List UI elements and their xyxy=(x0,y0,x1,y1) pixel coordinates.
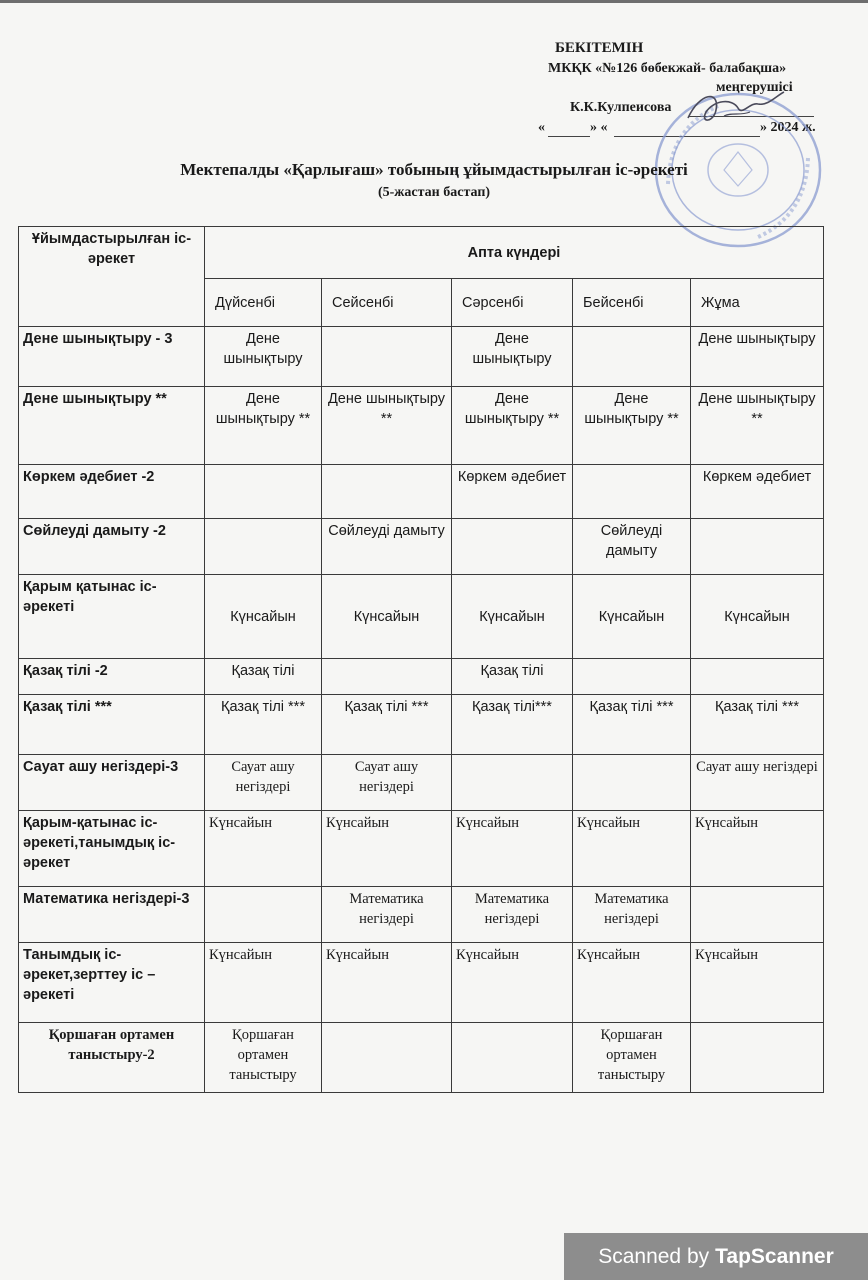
table-cell: Күнсайын xyxy=(573,575,691,659)
day-thursday: Бейсенбі xyxy=(573,279,691,327)
table-header-row xyxy=(19,227,824,279)
approval-date-close: » 2024 ж. xyxy=(760,120,816,135)
day-tuesday: Сейсенбі xyxy=(322,279,452,327)
day-monday: Дүйсенбі xyxy=(205,279,322,327)
table-cell xyxy=(322,659,452,695)
header-activity: Ұйымдастырылған іс-әрекет xyxy=(19,227,205,327)
activity-label: Дене шынықтыру ** xyxy=(19,387,205,465)
table-cell xyxy=(573,659,691,695)
table-cell: Дене шынықтыру xyxy=(691,327,824,387)
table-row xyxy=(19,943,824,1023)
table-cell xyxy=(691,519,824,575)
activity-label: Қарым-қатынас іс-әрекеті,танымдық іс-әрекет xyxy=(19,811,205,887)
table-cell: Сөйлеуді дамыту xyxy=(573,519,691,575)
document-title: Мектепалды «Қарлығаш» тобының ұйымдастырылған іс-әрекеті xyxy=(180,160,688,179)
table-cell: Қазақ тілі *** xyxy=(205,695,322,755)
table-cell: Күнсайын xyxy=(691,943,824,1023)
activity-label: Танымдық іс-әрекет,зерттеу іс –әрекеті xyxy=(19,943,205,1023)
activity-label: Қазақ тілі *** xyxy=(19,695,205,755)
activity-label: Қарым қатынас іс-әрекеті xyxy=(19,575,205,659)
activity-label: Дене шынықтыру - 3 xyxy=(19,327,205,387)
table-row xyxy=(19,695,824,755)
table-cell: Сауат ашу негіздері xyxy=(205,755,322,811)
table-cell: Математика негіздері xyxy=(573,887,691,943)
table-cell: Қазақ тілі xyxy=(205,659,322,695)
table-cell: Қоршаған ортамен таныстыру xyxy=(205,1023,322,1093)
page-top-edge xyxy=(0,0,868,3)
table-cell xyxy=(322,465,452,519)
table-row xyxy=(19,887,824,943)
watermark-brand: TapScanner xyxy=(715,1244,834,1268)
table-cell xyxy=(573,465,691,519)
table-cell: Күнсайын xyxy=(691,575,824,659)
table-row xyxy=(19,465,824,519)
table-cell xyxy=(452,519,573,575)
approval-name: К.К.Кулпеисова xyxy=(570,100,672,115)
table-cell: Күнсайын xyxy=(322,575,452,659)
table-cell: Математика негіздері xyxy=(322,887,452,943)
header-week-days: Апта күндері xyxy=(205,227,824,279)
table-cell: Күнсайын xyxy=(205,811,322,887)
table-row xyxy=(19,1023,824,1093)
table-cell: Күнсайын xyxy=(322,811,452,887)
table-cell: Күнсайын xyxy=(452,943,573,1023)
table-cell: Көркем әдебиет xyxy=(691,465,824,519)
table-row xyxy=(19,387,824,465)
table-cell: Қазақ тілі *** xyxy=(322,695,452,755)
table-cell: Күнсайын xyxy=(452,575,573,659)
table-cell: Дене шынықтыру ** xyxy=(322,387,452,465)
date-day-line xyxy=(548,136,590,137)
table-cell: Қазақ тілі*** xyxy=(452,695,573,755)
approval-position: меңгерушісі xyxy=(716,80,793,95)
table-cell: Көркем әдебиет xyxy=(452,465,573,519)
activity-label: Сауат ашу негіздері-3 xyxy=(19,755,205,811)
table-cell: Қоршаған ортамен таныстыру xyxy=(573,1023,691,1093)
table-cell xyxy=(322,1023,452,1093)
table-cell: Қазақ тілі *** xyxy=(691,695,824,755)
activity-label: Қоршаған ортамен таныстыру-2 xyxy=(19,1023,205,1093)
table-cell xyxy=(452,1023,573,1093)
table-cell: Сөйлеуді дамыту xyxy=(322,519,452,575)
document-subtitle: (5-жастан бастап) xyxy=(377,185,491,200)
table-cell: Қазақ тілі xyxy=(452,659,573,695)
table-cell: Қазақ тілі *** xyxy=(573,695,691,755)
watermark-prefix: Scanned by xyxy=(598,1244,710,1268)
table-cell: Дене шынықтыру xyxy=(452,327,573,387)
table-cell: Дене шынықтыру ** xyxy=(691,387,824,465)
table-cell xyxy=(691,887,824,943)
day-wednesday: Сәрсенбі xyxy=(452,279,573,327)
approval-org: МКҚК «№126 бөбекжай- балабақша» xyxy=(548,61,787,76)
table-row xyxy=(19,519,824,575)
table-cell xyxy=(573,327,691,387)
schedule-table xyxy=(18,226,824,1093)
table-cell: Күнсайын xyxy=(573,811,691,887)
signature-icon xyxy=(680,82,790,132)
table-row xyxy=(19,755,824,811)
activity-label: Сөйлеуді дамыту -2 xyxy=(19,519,205,575)
activity-label: Математика негіздері-3 xyxy=(19,887,205,943)
table-cell xyxy=(205,519,322,575)
table-cell xyxy=(205,887,322,943)
table-cell: Сауат ашу негіздері xyxy=(691,755,824,811)
table-cell xyxy=(691,1023,824,1093)
approval-date-open: « xyxy=(538,120,545,135)
table-row xyxy=(19,811,824,887)
table-cell: Күнсайын xyxy=(452,811,573,887)
table-cell xyxy=(573,755,691,811)
approval-heading: БЕКІТЕМІН xyxy=(555,40,644,56)
table-cell: Күнсайын xyxy=(205,575,322,659)
table-cell xyxy=(691,659,824,695)
activity-label: Қазақ тілі -2 xyxy=(19,659,205,695)
table-cell: Күнсайын xyxy=(691,811,824,887)
table-cell: Математика негіздері xyxy=(452,887,573,943)
table-cell: Дене шынықтыру xyxy=(205,327,322,387)
table-cell xyxy=(452,755,573,811)
activity-label: Көркем әдебиет -2 xyxy=(19,465,205,519)
table-row xyxy=(19,327,824,387)
table-cell: Күнсайын xyxy=(322,943,452,1023)
table-row xyxy=(19,659,824,695)
table-cell: Дене шынықтыру ** xyxy=(205,387,322,465)
approval-date-mid: » « xyxy=(590,120,608,135)
table-cell: Күнсайын xyxy=(573,943,691,1023)
scanner-watermark xyxy=(564,1233,868,1280)
table-cell: Дене шынықтыру ** xyxy=(573,387,691,465)
day-friday: Жұма xyxy=(691,279,824,327)
table-row xyxy=(19,575,824,659)
table-cell: Күнсайын xyxy=(205,943,322,1023)
table-cell: Дене шынықтыру ** xyxy=(452,387,573,465)
table-cell: Сауат ашу негіздері xyxy=(322,755,452,811)
table-cell xyxy=(205,465,322,519)
table-cell xyxy=(322,327,452,387)
